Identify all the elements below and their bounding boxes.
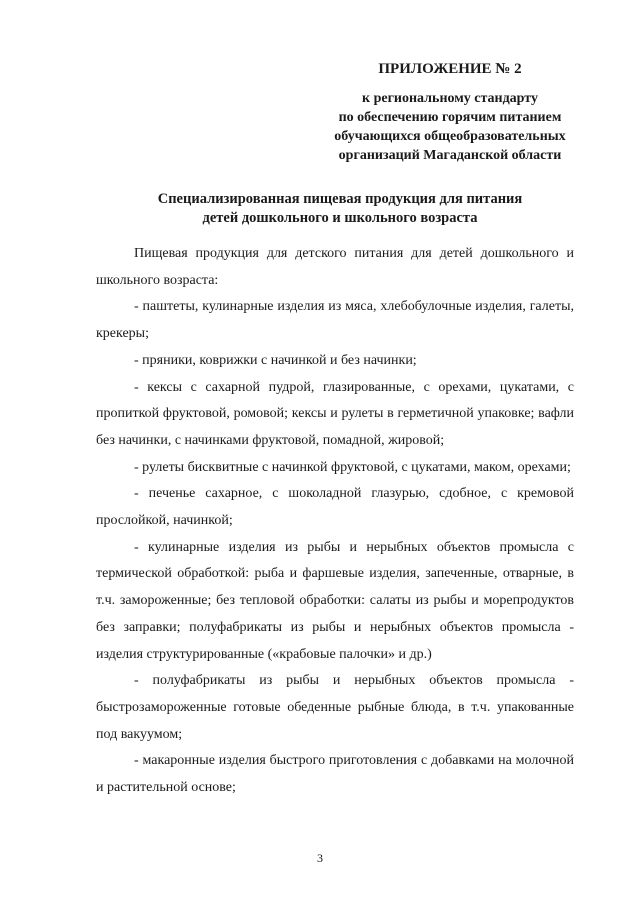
list-item: - макаронные изделия быстрого приготовления с добавками на молочной и растительной основе; <box>96 753 574 796</box>
intro-paragraph: Пищевая продукция для детского питания для детей дошкольного и школьного возраста: <box>96 246 574 288</box>
appendix-line: организаций Магаданской области <box>338 148 562 163</box>
list-item: - полуфабрикаты из рыбы и нерыбных объектов промысла - быстрозамороженные готовые обеденные рыбные блюда, в т.ч. упакованные под вакуумом; <box>96 673 574 742</box>
list-item: - кексы с сахарной пудрой, глазированные, с орехами, цукатами, с пропиткой фруктовой, ромовой; кексы и рулеты в герметичной упаковке; вафли без начинки, с начинками фруктовой, помадной, жировой; <box>96 379 574 448</box>
document-body <box>96 241 574 802</box>
title-line: детей дошкольного и школьного возраста <box>202 210 478 226</box>
list-item: - паштеты, кулинарные изделия из мяса, хлебобулочные изделия, галеты, крекеры; <box>96 299 574 342</box>
document-title <box>70 190 610 228</box>
page-number: 3 <box>317 851 323 865</box>
appendix-header <box>310 60 590 165</box>
appendix-line: к региональному стандарту <box>362 91 538 106</box>
list-item: - рулеты бисквитные с начинкой фруктовой, с цукатами, маком, орехами; <box>134 459 571 475</box>
list-item: - кулинарные изделия из рыбы и нерыбных объектов промысла с термической обработкой: рыба и фаршевые изделия, запеченные, отварные, в т.ч. замороженные; без тепловой обработки: салаты из рыбы и морепродуктов без заправки; полуфабрикаты из рыбы и нерыбных объектов промысла - изделия структурированные («крабовые палочки» и др.) <box>96 539 574 662</box>
list-item: - печенье сахарное, с шоколадной глазурью, сдобное, с кремовой прослойкой, начинкой; <box>96 486 574 529</box>
appendix-line: обучающихся общеобразовательных <box>334 129 566 144</box>
title-line: Специализированная пищевая продукция для питания <box>157 191 523 207</box>
list-item: - пряники, коврижки с начинкой и без начинки; <box>134 352 417 368</box>
appendix-heading: ПРИЛОЖЕНИЕ № 2 <box>378 61 522 77</box>
appendix-line: по обеспечению горячим питанием <box>338 110 562 125</box>
